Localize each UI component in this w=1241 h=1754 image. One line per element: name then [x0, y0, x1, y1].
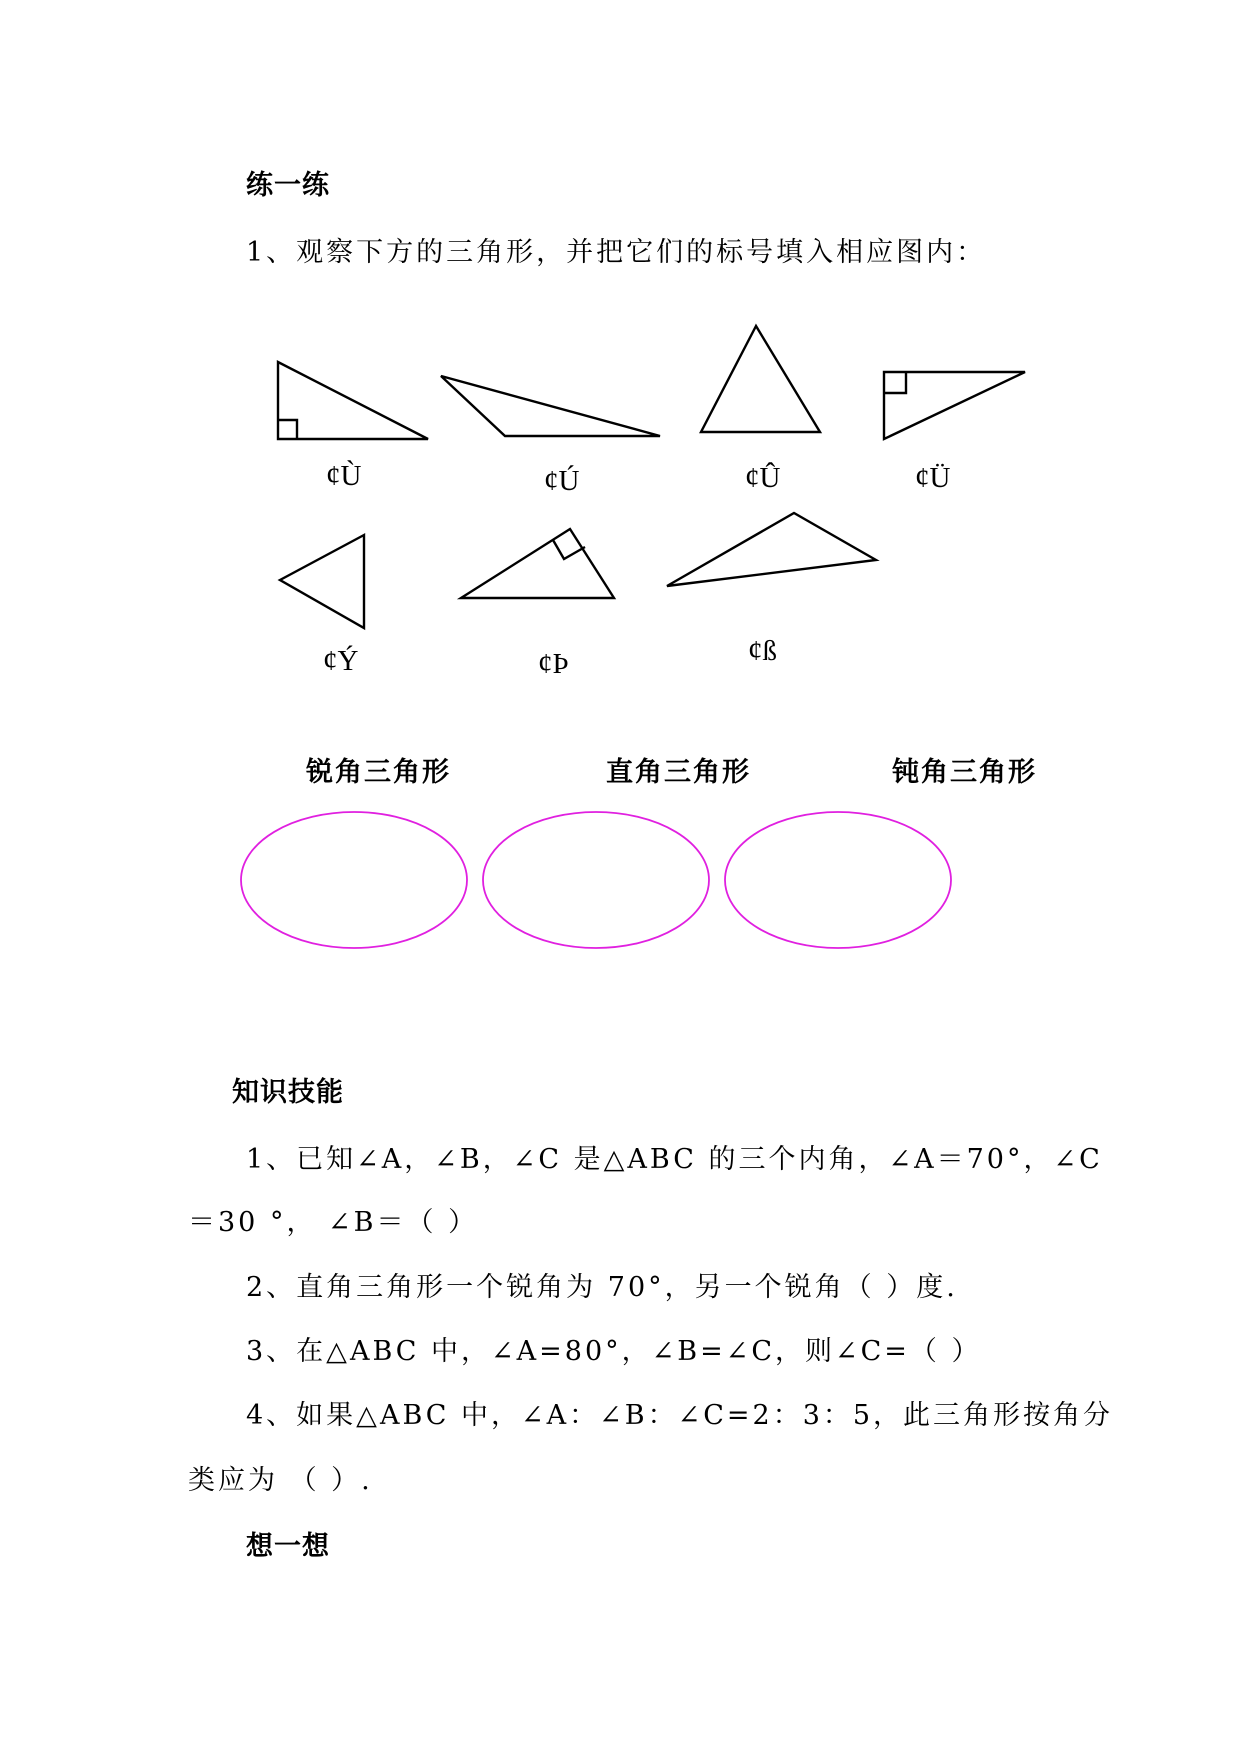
ellipse-right[interactable]: [483, 812, 709, 948]
section-title-knowledge: 知识技能: [232, 1077, 344, 1108]
triangle-label-7: ¢ß: [748, 635, 777, 667]
section-title-practice: 练一练: [246, 170, 330, 201]
section-title-think: 想一想: [246, 1531, 330, 1562]
knowledge-line-4: 3、在△ABC 中，∠A=80°，∠B=∠C，则∠C=（ ）: [246, 1336, 982, 1367]
ellipse-obtuse[interactable]: [725, 812, 951, 948]
triangle-label-1: ¢Ù: [326, 460, 362, 492]
category-obtuse: 钝角三角形: [892, 757, 1037, 788]
knowledge-line-6: 类应为 （ ）.: [188, 1465, 373, 1496]
category-acute: 锐角三角形: [306, 757, 451, 788]
knowledge-line-5: 4、如果△ABC 中，∠A：∠B：∠C=2：3：5，此三角形按角分: [246, 1400, 1114, 1431]
triangle-label-2: ¢Ú: [544, 465, 580, 497]
question-1-text: 1、观察下方的三角形，并把它们的标号填入相应图内：: [246, 237, 987, 268]
knowledge-line-2: ＝30 °， ∠B＝（ ）: [188, 1207, 479, 1238]
triangle-label-3: ¢Û: [745, 462, 781, 494]
knowledge-line-3: 2、直角三角形一个锐角为 70°，另一个锐角（ ）度.: [246, 1272, 958, 1303]
triangle-label-5: ¢Ý: [323, 645, 359, 677]
category-right: 直角三角形: [606, 757, 751, 788]
triangle-label-6: ¢Þ: [538, 648, 569, 680]
knowledge-line-1: 1、已知∠A，∠B，∠C 是△ABC 的三个内角，∠A＝70°，∠C: [246, 1144, 1103, 1175]
ellipse-acute[interactable]: [241, 812, 467, 948]
triangle-label-4: ¢Ü: [915, 462, 951, 494]
